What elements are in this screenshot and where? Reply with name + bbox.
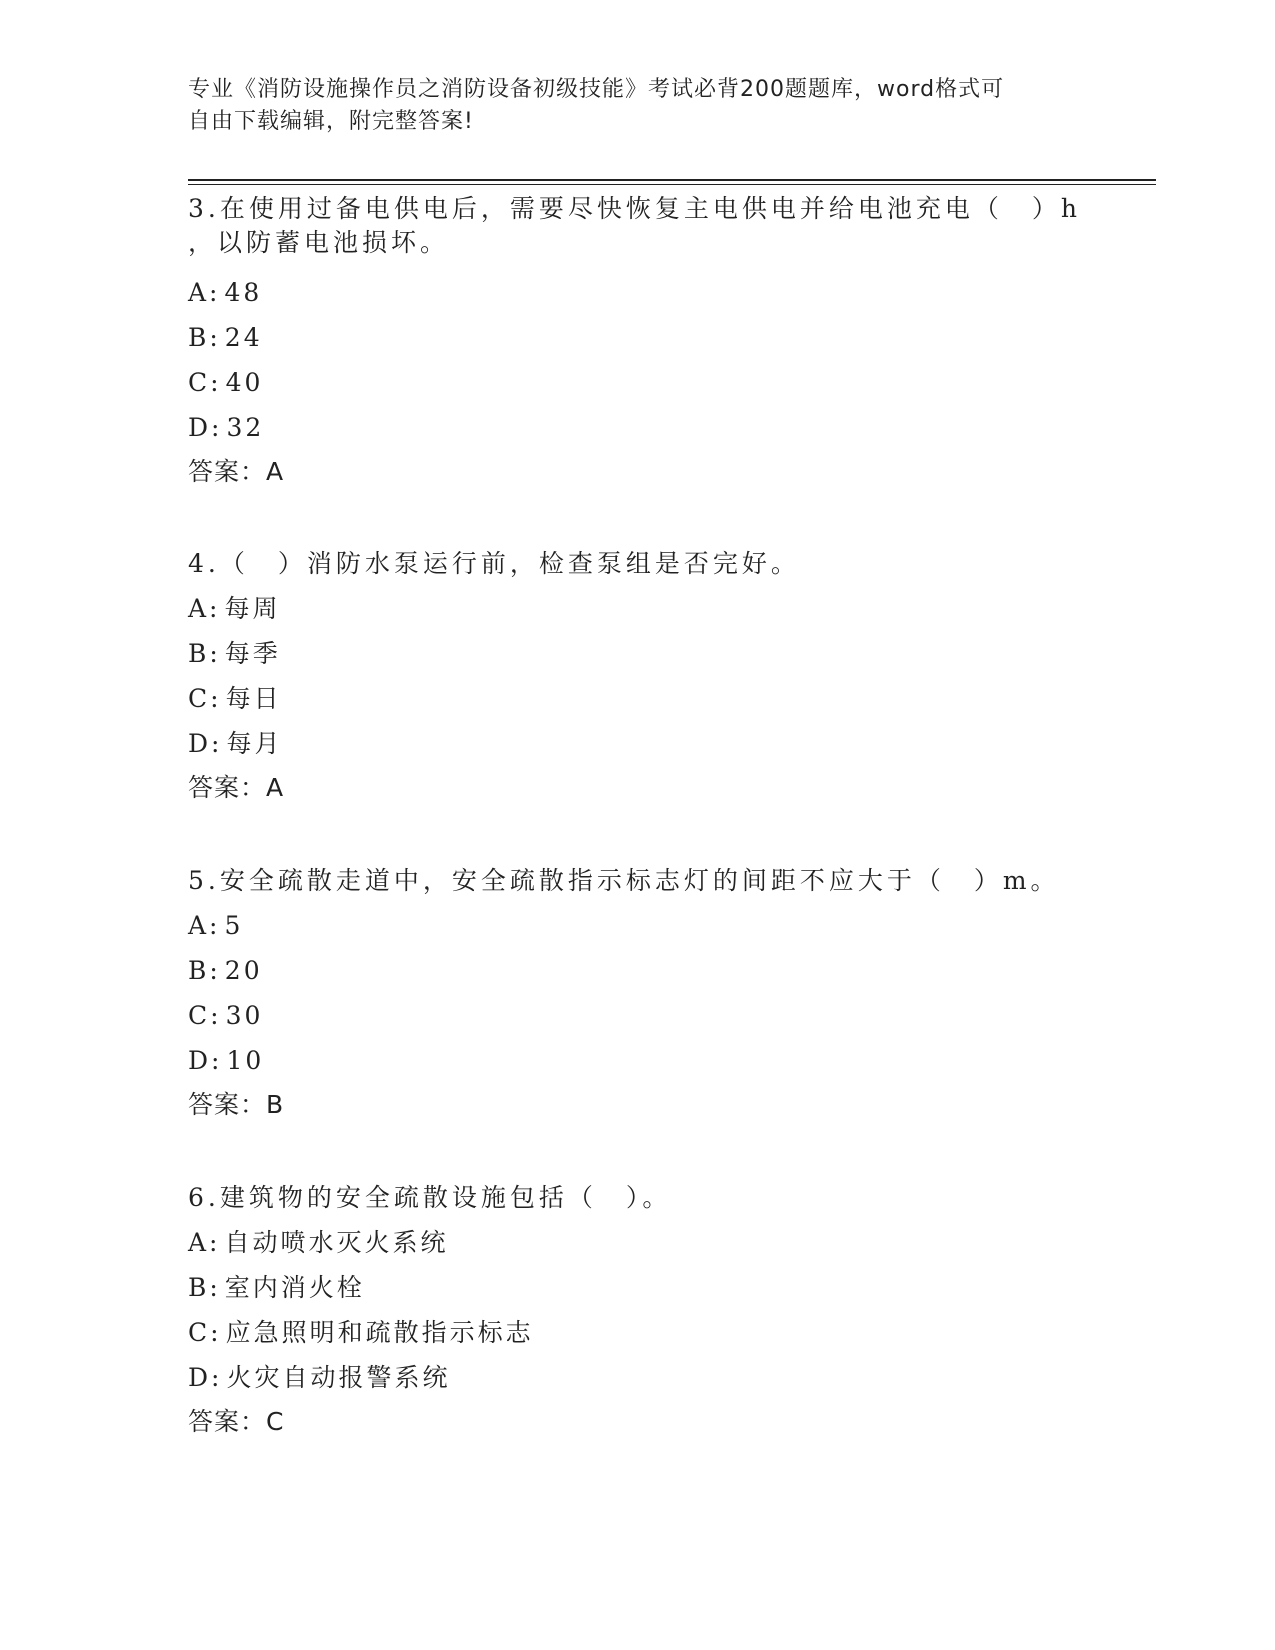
option-text: 30 [225,1001,264,1030]
option-c [188,682,1156,716]
option-a [188,1226,1156,1260]
option-d [188,411,1156,445]
question-stem [188,864,1156,898]
answer-text: 答案：C [188,1407,285,1436]
option-b [188,954,1156,988]
question-stem [188,1181,1156,1215]
option-label: D: [188,413,223,442]
option-label: D: [188,1363,223,1392]
question-stem-line: 4.（ ）消防水泵运行前，检查泵组是否完好。 [188,549,800,578]
question-item [188,192,1156,489]
option-label: A: [188,278,221,307]
option-b [188,1271,1156,1305]
header-divider-thin [188,184,1156,185]
option-c [188,999,1156,1033]
option-label: B: [188,1273,221,1302]
question-stem-line: 6.建筑物的安全疏散设施包括（ ）。 [188,1183,672,1212]
question-item [188,547,1156,805]
option-label: A: [188,1228,221,1257]
option-d [188,727,1156,761]
option-a [188,909,1156,943]
header-line-1: 专业《消防设施操作员之消防设备初级技能》考试必背200题题库，word格式可 [188,77,1005,102]
option-text: 室内消火栓 [224,1273,365,1302]
option-d [188,1044,1156,1078]
option-b [188,321,1156,355]
option-label: C: [188,1001,222,1030]
question-stem-line: 5.安全疏散走道中，安全疏散指示标志灯的间距不应大于（ ）m。 [188,866,1060,895]
option-label: D: [188,1046,223,1075]
question-item [188,1181,1156,1439]
header-divider-thick [188,179,1156,181]
header-line-2: 自由下载编辑，附完整答案! [188,109,474,134]
question-stem [188,547,1156,581]
answer-text: 答案：A [188,773,285,802]
option-c [188,1316,1156,1350]
question-stem [188,192,1156,260]
option-a [188,276,1156,310]
option-d [188,1361,1156,1395]
option-label: B: [188,323,221,352]
question-stem-line: 3.在使用过备电供电后，需要尽快恢复主电供电并给电池充电（ ）h [188,194,1081,223]
answer-text: 答案：A [188,457,285,486]
option-b [188,637,1156,671]
document-header [188,74,1088,138]
option-text: 24 [224,323,263,352]
option-text: 20 [224,956,263,985]
option-label: C: [188,684,222,713]
question-stem-line: ，以防蓄电池损坏。 [188,228,450,257]
option-text: 火灾自动报警系统 [226,1363,451,1392]
option-c [188,366,1156,400]
option-label: A: [188,594,221,623]
answer-text: 答案：B [188,1090,285,1119]
option-label: C: [188,368,222,397]
option-text: 40 [225,368,264,397]
option-text: 应急照明和疏散指示标志 [225,1318,534,1347]
option-label: D: [188,729,223,758]
option-text: 每季 [224,639,281,668]
option-label: C: [188,1318,222,1347]
option-text: 10 [226,1046,265,1075]
option-label: B: [188,639,221,668]
option-text: 5 [224,911,244,940]
option-label: A: [188,911,221,940]
option-text: 每日 [225,684,282,713]
question-item [188,864,1156,1122]
option-text: 每月 [226,729,283,758]
option-text: 自动喷水灭火系统 [224,1228,449,1257]
option-label: B: [188,956,221,985]
option-a [188,592,1156,626]
option-text: 32 [226,413,265,442]
option-text: 每周 [224,594,281,623]
option-text: 48 [224,278,263,307]
